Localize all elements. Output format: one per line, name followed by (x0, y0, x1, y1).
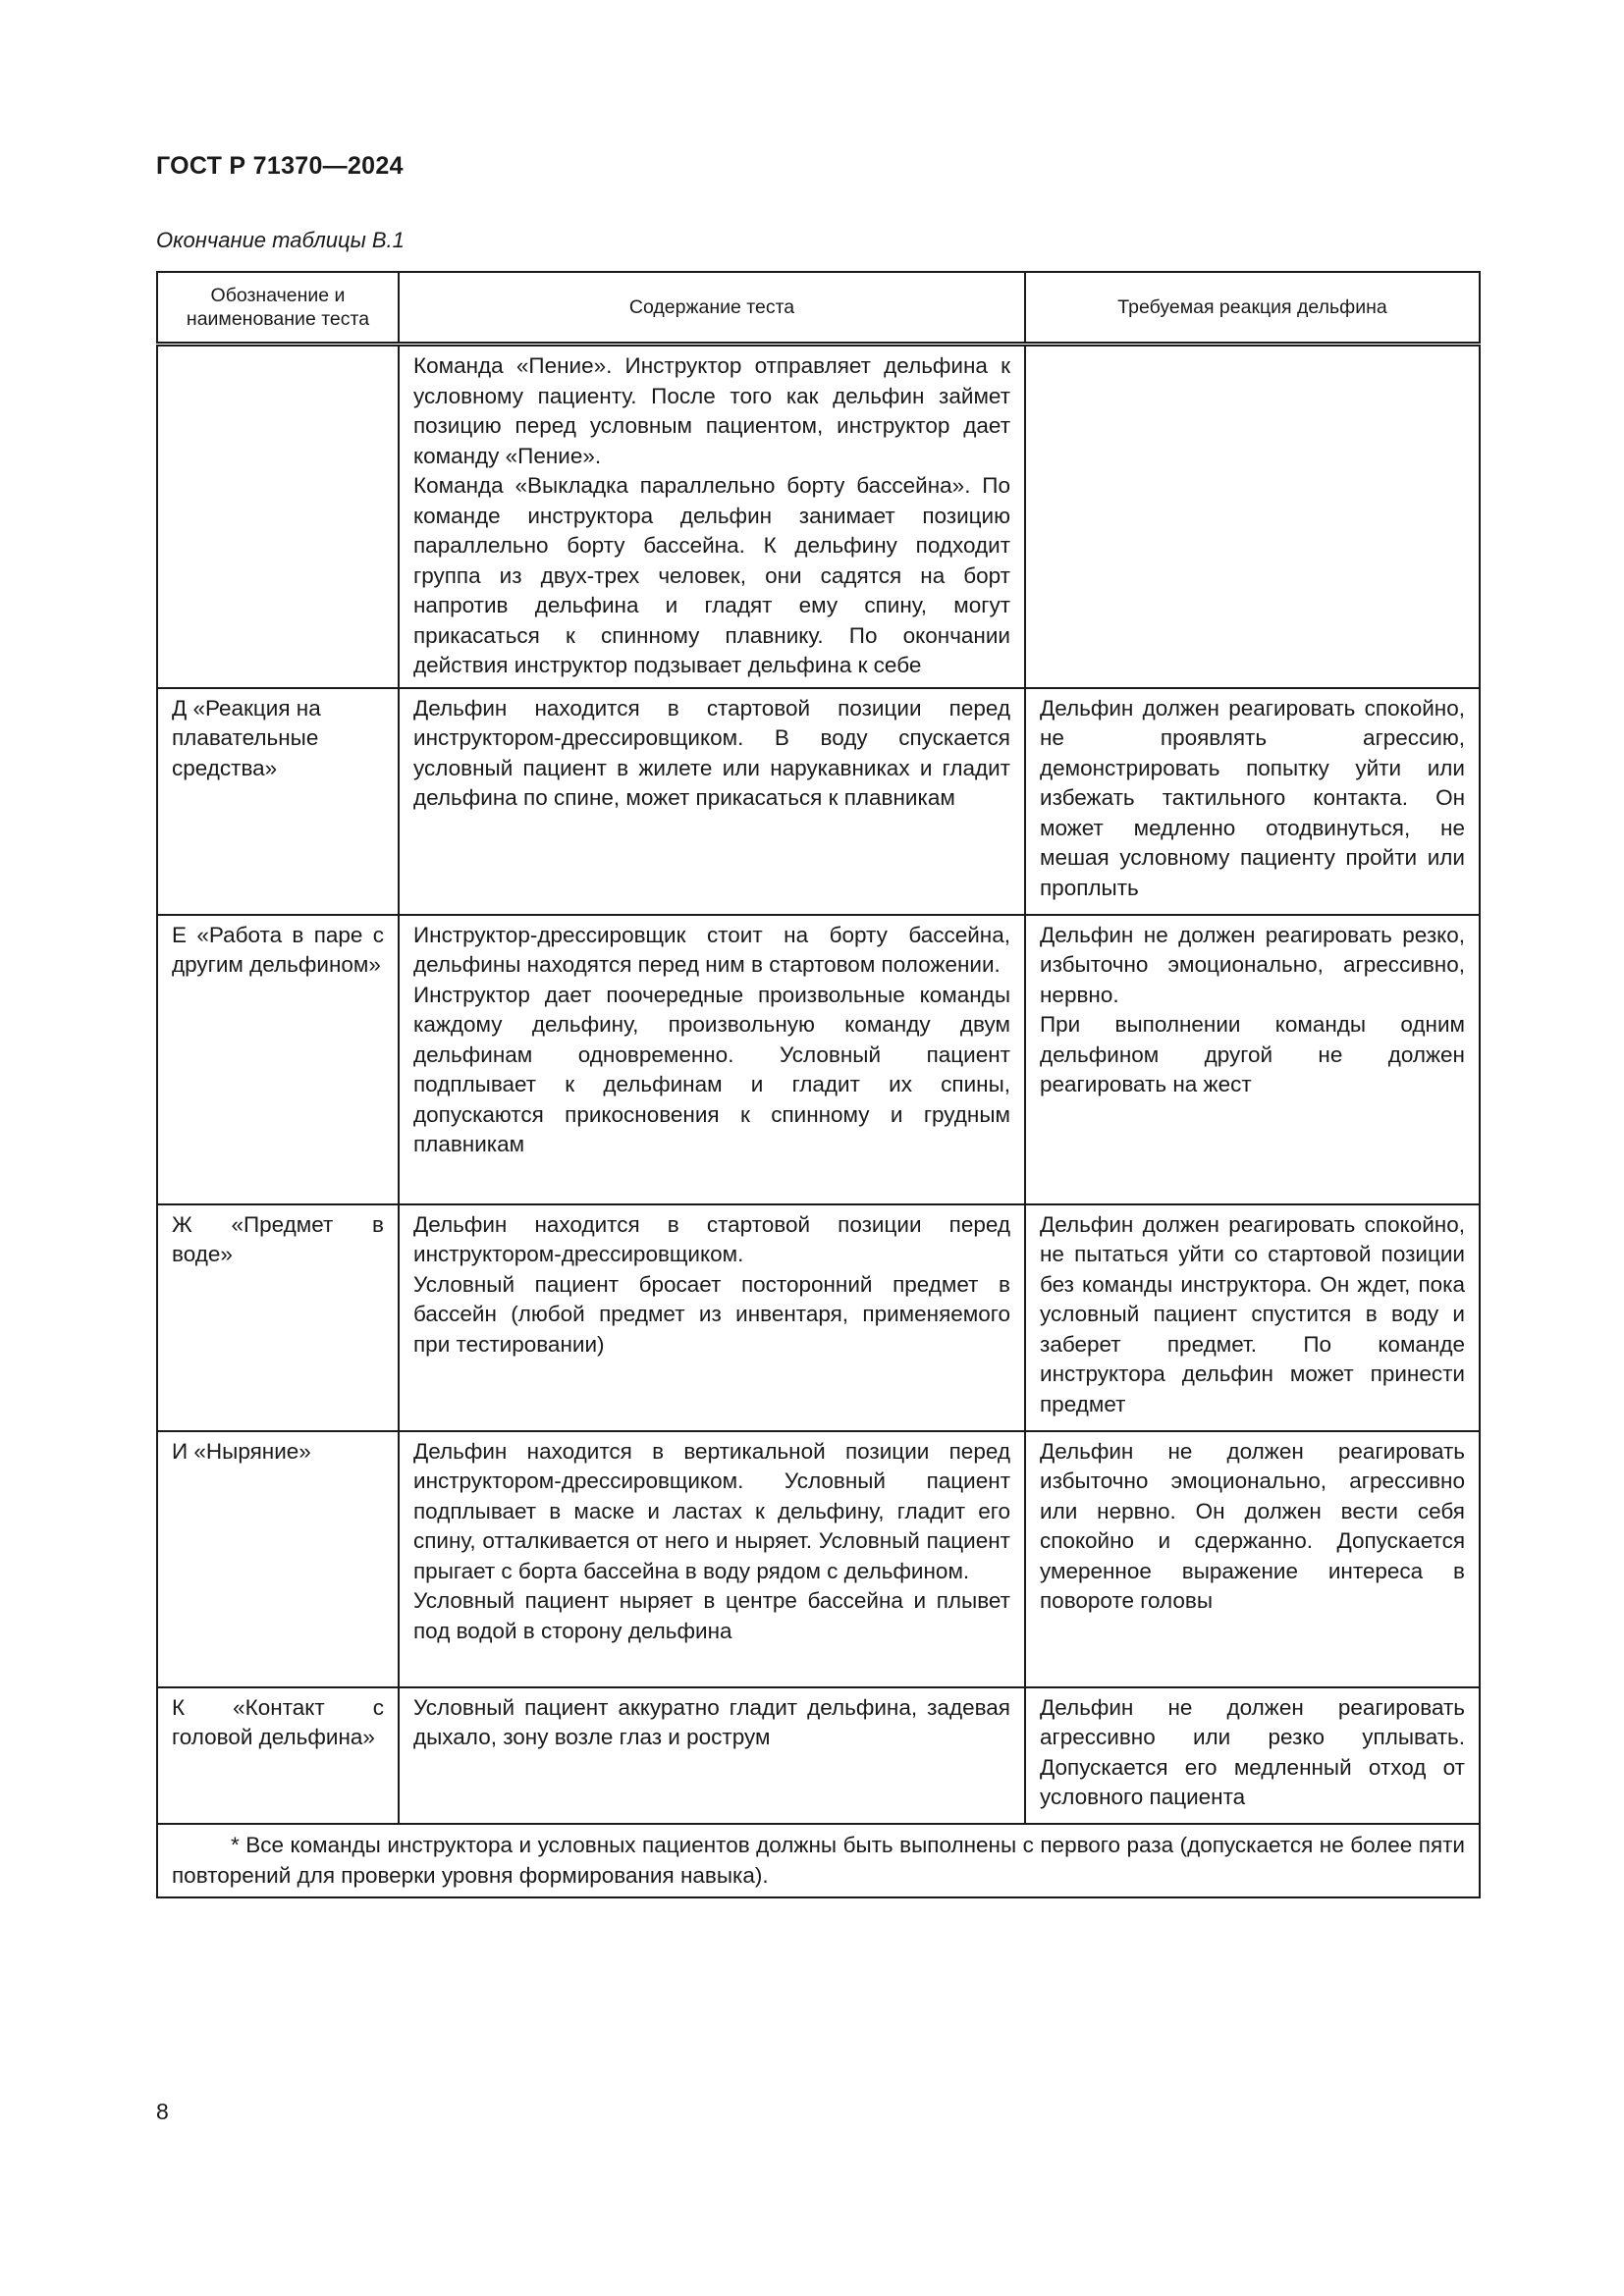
reaction-cell (1025, 688, 1480, 915)
reaction-cell (1025, 1431, 1480, 1687)
table-row (157, 345, 1480, 688)
column-header-designation-text: Обозначение и наименование теста (186, 285, 370, 330)
designation-cell (157, 1431, 399, 1687)
page-number: 8 (156, 2099, 169, 2124)
content-cell (399, 688, 1025, 915)
reaction-text: Дельфин не должен реагировать резко, избыточно эмоционально, агрессивно, нервно. При выполнении команды одним дельфином другой не должен реагировать на жест (1040, 922, 1465, 1096)
reaction-text: Дельфин должен реагировать спокойно, не проявлять агрессию, демонстрировать попытку уйти или избежать тактильного контакта. Он может медленно отодвинуться, не мешая условному пациенту пройти или проплыть (1040, 695, 1465, 900)
column-header-designation (157, 272, 399, 345)
designation-text: Д «Реакция на плавательные средства» (172, 695, 321, 780)
designation-cell (157, 688, 399, 915)
content-text: Дельфин находится в стартовой позиции перед инструктором-дрессировщиком. Условный пациент бросает посторонний предмет в бассейн (любой предмет из инвентаря, применяемого при тестировании) (413, 1211, 1010, 1357)
content-text: Дельфин находится в стартовой позиции перед инструктором-дрессировщиком. В воду спускается условный пациент в жилете или нарукавниках и гладит дельфина по спине, может прикасаться к плавникам (413, 695, 1010, 810)
footnote-row (157, 1824, 1480, 1897)
content-text: Инструктор-дрессировщик стоит на борту бассейна, дельфины находятся перед ним в стартовом положении. Инструктор дает поочередные произвольные команды каждому дельфину, произвольную команду двум дельфинам одновременно. Условный пациент подплывает к дельфинам и гладит их спины, допускаются прикосновения к спинному и грудным плавникам (413, 922, 1010, 1156)
designation-text: Е «Работа в паре с другим дельфином» (172, 922, 384, 977)
designation-cell (157, 1204, 399, 1431)
content-cell (399, 915, 1025, 1204)
designation-cell (157, 1687, 399, 1824)
table-footnote: * Все команды инструктора и условных пациентов должны быть выполнены с первого раза (допускается не более пяти повторений для проверки уровня формирования навыка). (157, 1824, 1480, 1897)
content-text: Команда «Пение». Инструктор отправляет дельфина к условному пациенту. После того как дельфин займет позицию перед условным пациентом, инструктор дает команду «Пение». Команда «Выкладка параллельно борту бассейна». По команде инструктора дельфин занимает позицию параллельно борту бассейна. К дельфину подходит группа из двух-трех человек, они садятся на борт напротив дельфина и гладят ему спину, могут прикасаться к спинному плавнику. По окончании действия инструктор подзывает дельфина к себе (413, 353, 1010, 677)
document-standard-id: ГОСТ Р 71370—2024 (156, 152, 404, 180)
table-header-row (157, 272, 1480, 345)
content-cell (399, 1431, 1025, 1687)
content-text: Дельфин находится в вертикальной позиции перед инструктором-дрессировщиком. Условный пациент подплывает в маске и ластах к дельфину, гладит его спину, отталкивается от него и ныряет. Условный пациент прыгает с борта бассейна в воду рядом с дельфином. Условный пациент ныряет в центре бассейна и плывет под водой в сторону дельфина (413, 1438, 1010, 1643)
table-row (157, 1204, 1480, 1431)
designation-text: К «Контакт с головой дельфина» (172, 1694, 384, 1749)
tests-table (156, 271, 1481, 1898)
reaction-cell (1025, 1687, 1480, 1824)
table-row (157, 688, 1480, 915)
reaction-cell (1025, 915, 1480, 1204)
designation-cell (157, 915, 399, 1204)
table-row (157, 915, 1480, 1204)
designation-text: И «Ныряние» (172, 1438, 311, 1464)
reaction-text: Дельфин должен реагировать спокойно, не пытаться уйти со стартовой позиции без команды инструктора. Он ждет, пока условный пациент спустится в воду и заберет предмет. По команде инструктора дельфин может принести предмет (1040, 1211, 1465, 1416)
reaction-cell (1025, 1204, 1480, 1431)
reaction-text: Дельфин не должен реагировать избыточно эмоционально, агрессивно или нервно. Он должен вести себя спокойно и сдержанно. Допускается умеренное выражение интереса в повороте головы (1040, 1438, 1465, 1613)
designation-text: Ж «Предмет в воде» (172, 1211, 384, 1266)
content-cell (399, 1204, 1025, 1431)
table-row (157, 1431, 1480, 1687)
content-cell (399, 1687, 1025, 1824)
designation-cell (157, 345, 399, 688)
reaction-text: Дельфин не должен реагировать агрессивно или резко уплывать. Допускается его медленный отход от условного пациента (1040, 1694, 1465, 1809)
table-row (157, 1687, 1480, 1824)
content-text: Условный пациент аккуратно гладит дельфина, задевая дыхало, зону возле глаз и рострум (413, 1694, 1010, 1749)
content-cell (399, 345, 1025, 688)
reaction-cell (1025, 345, 1480, 688)
column-header-reaction: Требуемая реакция дельфина (1025, 272, 1480, 345)
table-caption: Окончание таблицы В.1 (156, 228, 405, 252)
column-header-content: Содержание теста (399, 272, 1025, 345)
